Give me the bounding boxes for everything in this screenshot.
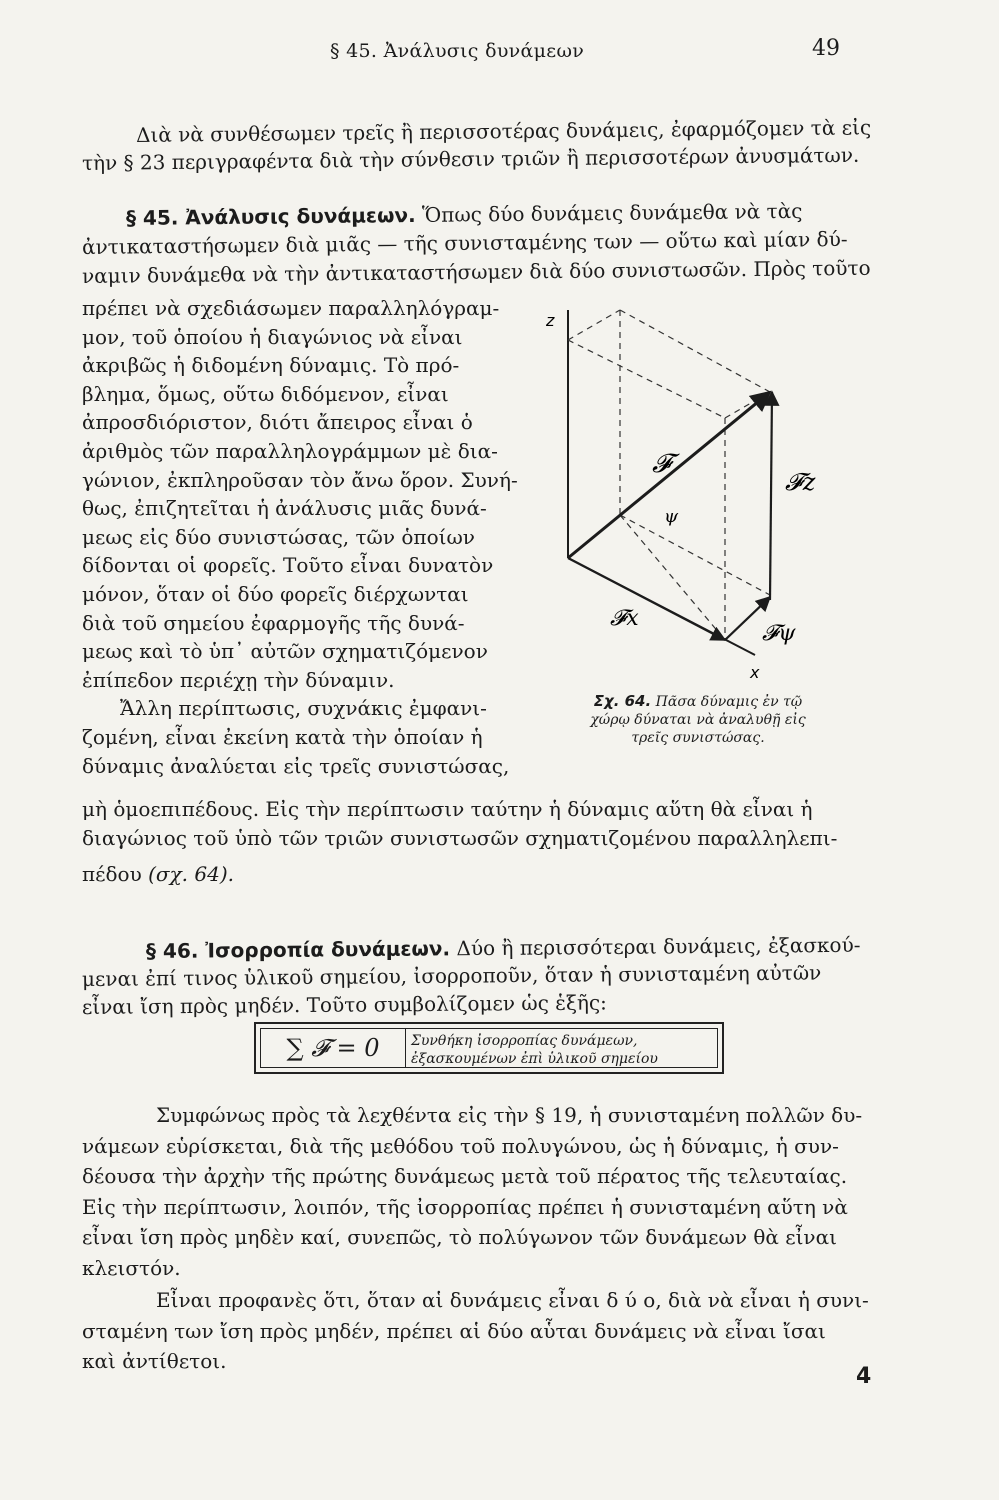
caption-line-2: χώρῳ δύναται νὰ ἀναλυθῇ εἰς xyxy=(590,712,806,728)
section-46-line1-text: Δύο ἢ περισσότεραι δυνάμεις, ἐξασκού- xyxy=(456,932,861,961)
force-x-arrow xyxy=(568,558,725,640)
label-F: 𝓕 xyxy=(652,449,672,479)
paragraph-two-forces-line-3: καὶ ἀντίθετοι. xyxy=(82,1349,227,1373)
section-45-narrow-line-17: δύναμις ἀναλύεται εἰς τρεῖς συνιστώσας, xyxy=(82,753,510,778)
section-45-wide-line-1: μὴ ὁμοεπιπέδους. Εἰς τὴν περίπτωσιν ταύτην ἡ δύναμις αὕτη θὰ εἶναι ἡ xyxy=(82,797,813,821)
section-45-line-3: ναμιν δυνάμεθα νὰ τὴν ἀντικαταστήσωμεν διὰ δύο συνιστωσῶν. Πρὸς τοῦτο xyxy=(81,255,871,288)
equilibrium-formula: ∑ 𝓕 = 0 xyxy=(261,1029,406,1067)
paragraph-polygon-line-4: Εἰς τὴν περίπτωσιν, λοιπόν, τῆς ἰσορροπίας πρέπει ἡ συνισταμένη αὕτη νὰ xyxy=(82,1194,848,1219)
formula-inner-frame xyxy=(260,1028,718,1068)
section-45-narrow-line-11: μόνον, ὅταν οἱ δύο φορεῖς διέρχωνται xyxy=(82,582,469,606)
signature-mark: 4 xyxy=(856,1364,872,1389)
figure-caption xyxy=(548,692,848,747)
formula-description-line-2: ἐξασκουμένων ἐπὶ ὑλικοῦ σημείου xyxy=(411,1051,658,1067)
section-45-wide-line-2: διαγώνιος τοῦ ὑπὸ τῶν τριῶν συνιστωσῶν σχηματιζομένου παραλληλεπι- xyxy=(82,826,838,850)
label-z: z xyxy=(546,311,555,330)
section-45-last-line xyxy=(82,861,234,887)
section-45-narrow-line-3: ἀκριβῶς ἡ διδομένη δύναμις. Τὸ πρό- xyxy=(82,353,460,378)
paragraph-polygon-line-1: Συμφώνως πρὸς τὰ λεχθέντα εἰς τὴν § 19, ἡ συνισταμένη πολλῶν δυ- xyxy=(156,1103,863,1127)
section-45-narrow-line-12: διὰ τοῦ σημείου ἐφαρμογῆς τῆς δυνά- xyxy=(82,610,465,635)
section-46-heading: § 46. Ἰσορροπία δυνάμεων. xyxy=(145,936,451,963)
section-46-line-2: μεναι ἐπί τινος ὑλικοῦ σημείου, ἰσορροποῦν, ὅταν ἡ συνισταμένη αὐτῶν xyxy=(81,960,822,991)
section-45-narrow-line-7: γώνιον, ἐκπληροῦσαν τὸν ἄνω ὅρον. Συνή- xyxy=(82,467,518,492)
paragraph-polygon-line-2: νάμεων εὑρίσκεται, διὰ τῆς μεθόδου τοῦ πολυγώνου, ὡς ἡ δύναμις, ἡ συν- xyxy=(82,1133,839,1158)
label-Fz: 𝓕z xyxy=(785,468,816,496)
intro-line-1: Διὰ νὰ συνθέσωμεν τρεῖς ἢ περισσοτέρας δυνάμεις, ἐφαρμόζομεν τὰ εἰς xyxy=(135,115,872,147)
section-45-line1-text: Ὅπως δύο δυνάμεις δυνάμεθα νὰ τὰς xyxy=(421,198,803,227)
section-45-narrow-line-13: μεως καὶ τὸ ὑπ᾽ αὐτῶν σχηματιζόμενον xyxy=(82,639,488,664)
section-45-narrow-line-16: ζομένη, εἶναι ἐκείνη κατὰ τὴν ὁποίαν ἡ xyxy=(82,725,483,749)
section-45-first-line xyxy=(126,198,803,231)
caption-figure-number: Σχ. 64. xyxy=(593,692,652,710)
caption-line-3: τρεῖς συνιστώσας. xyxy=(631,730,765,746)
section-45-narrow-line-10: δίδονται οἱ φορεῖς. Τοῦτο εἶναι δυνατὸν xyxy=(82,553,494,578)
caption-text-1: Πᾶσα δύναμις ἐν τῷ xyxy=(655,694,803,710)
section-45-narrow-line-14: ἐπίπεδον περιέχῃ τὴν δύναμιν. xyxy=(82,667,395,692)
section-46-line-3: εἶναι ἴση πρὸς μηδέν. Τοῦτο συμβολίζομεν ὡς ἑξῆς: xyxy=(81,990,607,1019)
paragraph-polygon-line-6: κλειστόν. xyxy=(82,1255,181,1280)
force-z-arrow xyxy=(770,392,772,600)
section-45-narrow-line-4: βλημα, ὅμως, οὕτω διδόμενον, εἶναι xyxy=(82,381,449,406)
label-x: x xyxy=(750,663,760,682)
section-45-line-2: ἀντικαταστήσωμεν διὰ μιᾶς — τῆς συνισταμένης των — οὕτω καὶ μίαν δύ- xyxy=(81,226,848,259)
formula-description xyxy=(411,1032,713,1068)
running-head: § 45. Ἀνάλυσις δυνάμεων xyxy=(330,40,585,62)
last-line-word: πέδου xyxy=(82,862,142,886)
section-45-narrow-line-5: ἀπροσδιόριστον, διότι ἄπειρος εἶναι ὁ xyxy=(82,410,473,435)
figure-reference: (σχ. 64). xyxy=(148,862,235,886)
paragraph-two-forces-line-2: σταμένη των ἴση πρὸς μηδέν, πρέπει αἱ δύο αὗται δυνάμεις νὰ εἶναι ἴσαι xyxy=(82,1318,826,1343)
section-45-narrow-line-9: μεως εἰς δύο συνιστώσας, τῶν ὁποίων xyxy=(82,524,475,549)
label-Fx: 𝓕x xyxy=(610,606,639,631)
intro-line-2: τὴν § 23 περιγραφέντα διὰ τὴν σύνθεσιν τριῶν ἢ περισσοτέρων ἀνυσμάτων. xyxy=(81,142,860,175)
caption-line-1 xyxy=(548,692,848,711)
section-45-narrow-line-15: Ἄλλη περίπτωσις, συχνάκις ἐμφανι- xyxy=(120,696,487,721)
section-45-narrow-line-6: ἀριθμὸς τῶν παραλληλογράμμων μὲ δια- xyxy=(82,439,498,463)
paragraph-two-forces-line-1: Εἶναι προφανὲς ὅτι, ὅταν αἱ δυνάμεις εἶναι δ ύ ο, διὰ νὰ εἶναι ἡ συνι- xyxy=(156,1288,869,1312)
section-45-narrow-line-1: πρέπει νὰ σχεδιάσωμεν παραλληλόγραμ- xyxy=(82,296,500,320)
figure-64-diagram xyxy=(540,300,840,690)
section-45-narrow-line-8: θως, ἐπιζητεῖται ἡ ἀνάλυσις μιᾶς δυνά- xyxy=(82,496,487,521)
label-Fy: 𝓕ψ xyxy=(762,621,796,646)
page-number: 49 xyxy=(812,36,840,61)
formula-description-line-1: Συνθήκη ἰσορροπίας δυνάμεων, xyxy=(411,1033,638,1049)
section-45-narrow-line-2: μον, τοῦ ὁποίου ἡ διαγώνιος νὰ εἶναι xyxy=(82,324,463,349)
paragraph-polygon-line-5: εἶναι ἴση πρὸς μηδὲν καί, συνεπῶς, τὸ πολύγωνον τῶν δυνάμεων θὰ εἶναι xyxy=(82,1225,837,1249)
label-psi: ψ xyxy=(664,506,679,527)
paragraph-polygon-line-3: δέουσα τὴν ἀρχὴν τῆς πρώτης δυνάμεως μετὰ τοῦ πέρατος τῆς τελευταίας. xyxy=(82,1164,848,1188)
equilibrium-formula-box xyxy=(254,1022,724,1074)
section-45-heading: § 45. Ἀνάλυσις δυνάμεων. xyxy=(125,202,416,230)
